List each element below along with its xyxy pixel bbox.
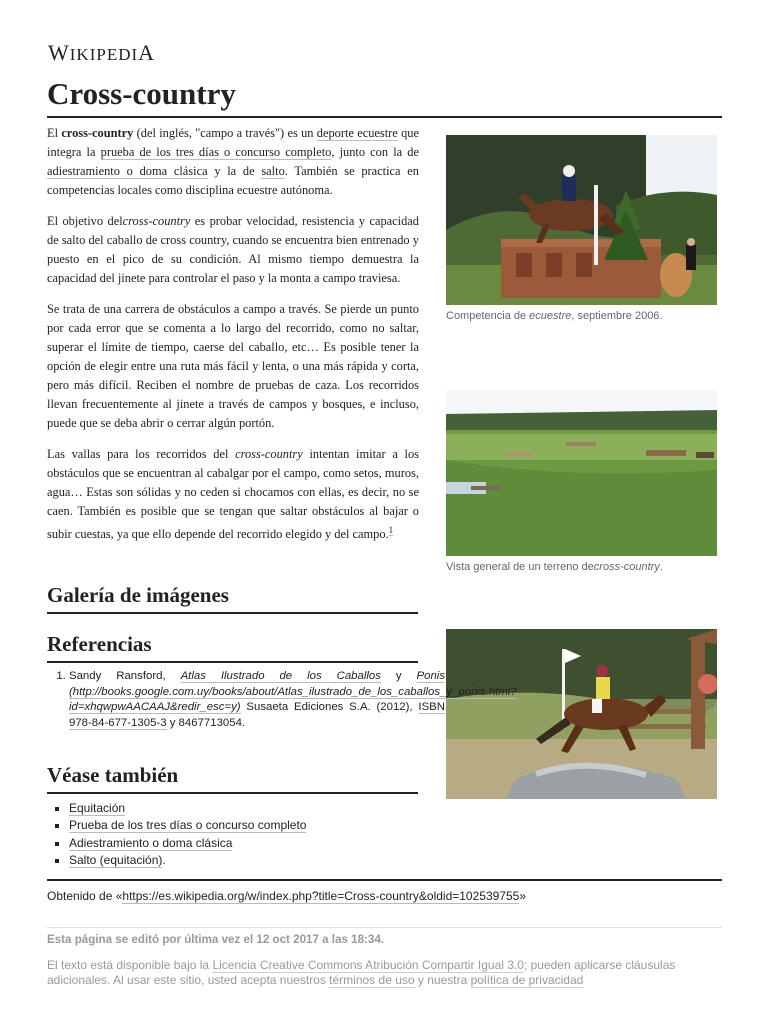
isbn-link[interactable]: ISBN 978-84-677-1305-3 [69, 701, 445, 729]
section-heading-references: Referencias [47, 632, 418, 663]
list-item [69, 835, 306, 852]
link-deporte-ecuestre[interactable]: deporte ecuestre [316, 126, 398, 140]
footer-separator [47, 927, 722, 928]
paragraph-race: Se trata de una carrera de obstáculos a campo a través. Se pierde un punto por cada error que se comenta a lo largo del recorrido, como no saltar, superar el límite de tiempo, caerse del caballo, etc… Es posible tener la opción de elegir entre una ruta más fácil y lenta, o una más rápida y corta, pero más difícil. Reciben el nombre de pruebas de caza. Los recorridos llevan frecuentemente al jinete a través de campos y bosques, e incluso, puede que se deba abrir o cerrar algún portón. [47, 302, 419, 430]
wordmark-letter: W [48, 40, 70, 65]
see-also-link-prueba[interactable]: Prueba de los tres días o concurso completo [69, 818, 307, 833]
reference-item: 1. Sandy Ransford, Atlas Ilustrado de los Caballos y Ponis (http://books.google.com.uy/books/about/Atlas_ilustrado_de_los_caballos_y_ponis.html?id=xhqwpwAACAAJ&redir_esc=y) Susaeta Ediciones S.A. (2012), ISBN 978-84-677-1305-3 y 8467713054. [69, 669, 445, 731]
see-also-link-salto[interactable]: Salto (equitación) [69, 852, 163, 867]
retrieved-from: Obtenido de «https://es.wikipedia.org/w/index.php?title=Cross-country&oldid=102539755» [47, 889, 527, 903]
figure-rider [446, 629, 717, 799]
bold-term: cross-country [61, 126, 134, 140]
link-prueba-tres-dias[interactable]: prueba de los tres días o concurso completo [100, 145, 332, 159]
license-link[interactable]: Licencia Creative Commons Atribución Compartir Igual 3.0 [212, 958, 524, 972]
list-item [69, 817, 306, 834]
permanent-link[interactable]: https://es.wikipedia.org/w/index.php?title=Cross-country&oldid=102539755 [122, 889, 520, 903]
figure-caption: Competencia de ecuestre, septiembre 2006. [446, 310, 663, 322]
reference-title-link[interactable]: Atlas Ilustrado de los Caballos [180, 670, 381, 682]
license-text: El texto está disponible bajo la Licencia Creative Commons Atribución Compartir Igual 3.0; pueden aplicarse cláusulas adicionales. Al usar este sitio, usted acepta nuestros términos de uso y nuestra política de privacidad [47, 958, 676, 987]
paragraph-fences: Las vallas para los recorridos del cross-country intentan imitar a los obstáculos que se encuentran al cabalgar por el campo, como setos, muros, agua… Estas son sólidas y no ceden si chocamos con ellas, es decir, no se caen. También es posible que se tengan que saltar obstáculos al bajar o subir cuestas, ya que ello depende del recorrido elegido y del campo.$^1$ [47, 447, 419, 542]
photo-horse-jump[interactable] [446, 135, 717, 305]
link-adiestramiento[interactable]: adiestramiento o doma clásica [47, 164, 208, 178]
terms-link[interactable]: términos de uso [329, 973, 415, 987]
see-also-link-adiestramiento[interactable]: Adiestramiento o doma clásica [69, 835, 233, 850]
footer-divider [47, 879, 722, 881]
privacy-link[interactable]: política de privacidad [470, 973, 584, 987]
references-list [47, 669, 517, 731]
figure-jump [446, 135, 717, 323]
photo-course-view[interactable] [446, 390, 717, 556]
section-heading-gallery: Galería de imágenes [47, 583, 418, 614]
reference-title-link[interactable]: Ponis [416, 670, 446, 682]
wikipedia-wordmark[interactable] [48, 40, 155, 66]
footnote-link[interactable]: 1 [388, 525, 394, 535]
wordmark-letter: A [138, 40, 156, 65]
link-salto[interactable]: salto [261, 164, 285, 178]
figure-course-view [446, 390, 717, 574]
see-also-list [47, 800, 306, 869]
list-item [69, 800, 306, 817]
list-item: ▪ Salto (equitación). [69, 852, 306, 869]
wordmark-letters: IKIPEDI [69, 45, 139, 64]
last-edited: Esta página se editó por última vez el 12 oct 2017 a las 18:34. [47, 933, 385, 946]
paragraph-intro: El cross-country (del inglés, "campo a través") es un deporte ecuestre que integra la prueba de los tres días o concurso completo, junto con la de adiestramiento o doma clásica y la de salto. También se practica en competencias locales como disciplina ecuestre autónoma. [47, 126, 419, 197]
article-body [47, 124, 419, 556]
photo-rider-jump[interactable] [446, 629, 717, 799]
title-divider [47, 116, 722, 118]
see-also-link-equitacion[interactable]: Equitación [69, 801, 126, 815]
figure-caption: Vista general de un terreno decross-country. [446, 561, 663, 573]
paragraph-objective: El objetivo delcross-country es probar velocidad, resistencia y capacidad de salto del caballo de cross country, cuando se encuentra bien entrenado y puesto en el pico de su condición. Al mismo tiempo demuestra la capacidad del jinete para controlar el paso y la monta a campo traviesa. [47, 214, 420, 285]
page-title: Cross-country [47, 76, 236, 111]
section-heading-see-also: Véase también [47, 763, 418, 794]
reference-url-link[interactable]: (http://books.google.com.uy/books/about/Atlas_ilustrado_de_los_caballos_y_ponis.html?id=xhqwpwAACAAJ&redir_esc=y) [69, 685, 517, 713]
